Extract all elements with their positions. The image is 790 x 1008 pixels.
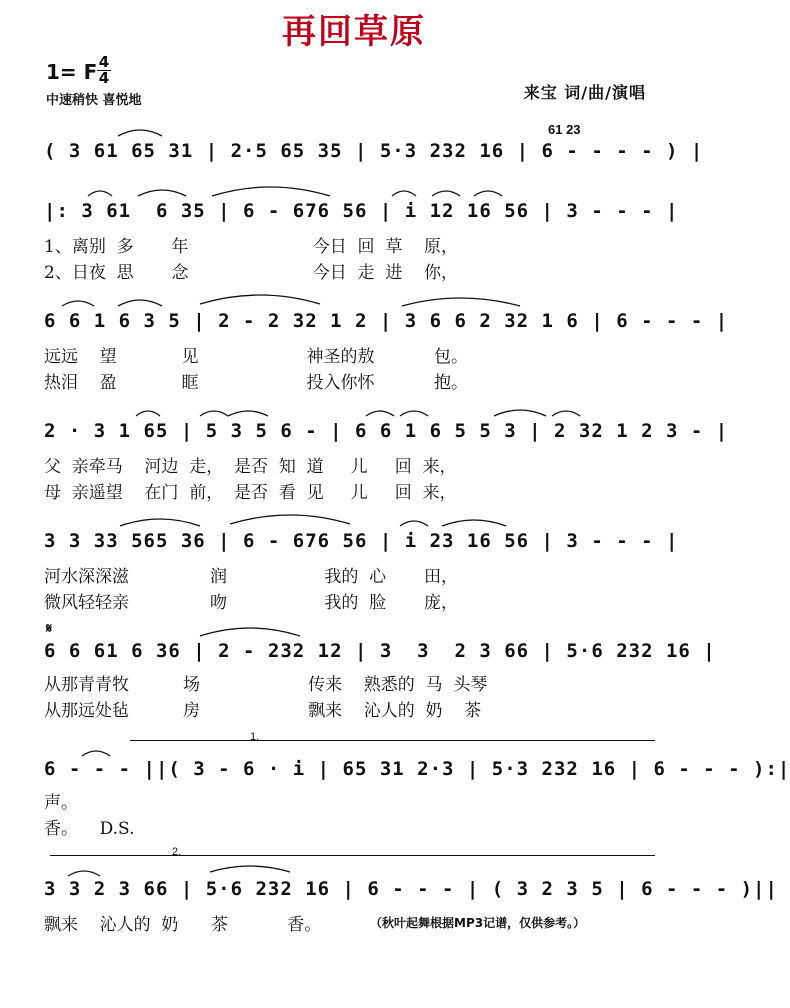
credit: 来宝 词/曲/演唱 xyxy=(523,83,646,102)
segno-icon: 𝄋 xyxy=(46,620,53,636)
lyric-line-6a: 从那青青牧 场 传来 熟悉的 马 头琴 xyxy=(44,675,488,695)
song-title: 再回草原 xyxy=(282,12,426,52)
time-signature xyxy=(97,53,111,87)
volta-1-bracket xyxy=(130,740,655,741)
lyric-line-5b: 微风轻轻亲 吻 我的 脸 庞， xyxy=(44,593,458,613)
grace-notes: 61 23 xyxy=(548,122,581,137)
time-top: 4 xyxy=(98,53,110,71)
notation-line-6: 6 6 61 6 36 | 2 - 232 12 | 3 3 2 3 66 | 5·6 232 16 | xyxy=(44,640,716,662)
score-line-4 xyxy=(44,420,729,446)
tempo-marking: 中速稍快 喜悦地 xyxy=(46,93,142,108)
time-bottom: 4 xyxy=(98,69,110,87)
lyric-line-5a: 河水深深滋 润 我的 心 田， xyxy=(44,567,458,587)
lyric-line-8a: 飘来 沁人的 奶 茶 香。 xyxy=(44,915,322,935)
lyric-line-7a: 声。 xyxy=(44,793,78,813)
score-line-6 xyxy=(44,640,716,666)
score-line-1 xyxy=(44,140,704,166)
score-line-3 xyxy=(44,310,729,336)
notation-line-3: 6 6 1 6 3 5 | 2 - 2 32 1 2 | 3 6 6 2 32 1 6 | 6 - - - | xyxy=(44,310,729,332)
lyric-line-4b: 母 亲遥望 在门 前， 是否 看 见 儿 回 来， xyxy=(44,483,457,503)
lyric-line-3b: 热泪 盈 眶 投入你怀 抱。 xyxy=(44,373,468,393)
notation-line-4: 2 · 3 1 65 | 5 3 5 6 - | 6 6 1 6 5 5 3 | 2 32 1 2 3 - | xyxy=(44,420,729,442)
score-line-8 xyxy=(44,878,778,904)
score-line-7 xyxy=(44,758,790,784)
notation-line-7: 6 - - - ||( 3 - 6 · i | 65 31 2·3 | 5·3 232 16 | 6 - - - ):| xyxy=(44,758,790,780)
lyric-line-4a: 父 亲牵马 河边 走， 是否 知 道 儿 回 来， xyxy=(44,457,457,477)
lyric-line-7b: 香。 D.S. xyxy=(44,819,135,839)
volta-1-label: 1. xyxy=(250,731,260,743)
score-line-2 xyxy=(44,200,679,226)
transcription-note: （秋叶起舞根据MP3记谱，仅供参考。） xyxy=(370,916,586,930)
notation-line-2: |: 3 61 6 35 | 6 - 676 56 | i 12 16 56 | 3 - - - | xyxy=(44,200,679,222)
lyric-line-6b: 从那远处毡 房 飘来 沁人的 奶 茶 xyxy=(44,701,482,721)
key-signature: 1= F xyxy=(46,60,98,84)
lyric-line-3a: 远远 望 见 神圣的敖 包。 xyxy=(44,347,468,367)
score-line-5 xyxy=(44,530,679,556)
lyric-line-2b: 2、日夜 思 念 今日 走 进 你， xyxy=(44,263,458,283)
notation-line-5: 3 3 33 565 36 | 6 - 676 56 | i 23 16 56 | 3 - - - | xyxy=(44,530,679,552)
lyric-line-2a: 1、离别 多 年 今日 回 草 原， xyxy=(44,237,458,257)
notation-line-1: ( 3 61 65 31 | 2·5 65 35 | 5·3 232 16 | 6 - - - - ) | xyxy=(44,140,704,162)
volta-2-label: 2. xyxy=(172,846,182,858)
volta-2-bracket xyxy=(50,855,655,856)
notation-line-8: 3 3 2 3 66 | 5·6 232 16 | 6 - - - | ( 3 2 3 5 | 6 - - - )|| xyxy=(44,878,778,900)
